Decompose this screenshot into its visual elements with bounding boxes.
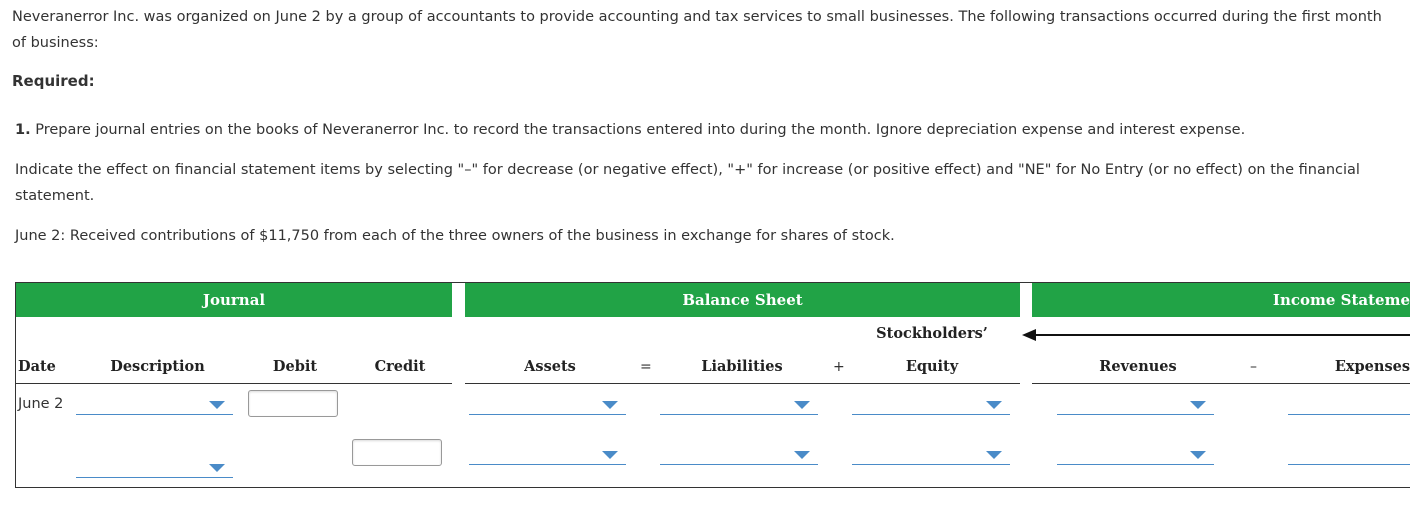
column-credit: Credit [374, 358, 426, 375]
chevron-down-icon [794, 451, 810, 459]
row-2-liabilities-select[interactable] [660, 446, 818, 465]
column-revenues: Revenues [1099, 358, 1177, 375]
row-2-description-select[interactable] [76, 459, 233, 478]
item-1-text: Prepare journal entries on the books of Neveranerror Inc. to record the transactions entered into during the month. Ignore depreciation expense and interest expense. [35, 122, 1246, 138]
chevron-down-icon [1190, 451, 1206, 459]
column-date: Date [18, 358, 56, 375]
row-1-revenues-select[interactable] [1057, 396, 1214, 415]
chevron-down-icon [209, 464, 225, 472]
column-description: Description [110, 358, 205, 375]
intro-text: Neveranerror Inc. was organized on June 2 by a group of accountants to provide accounting and tax services to small businesses. The following transactions occurred during the first month of business: [12, 9, 1382, 51]
equals-sign: = [640, 359, 652, 375]
instructions-text: Indicate the effect on financial statement items by selecting "–" for decrease (or negative effect), "+" for increase (or positive effect) and "NE" for No Entry (or no effect) on the financial statement. [15, 162, 1360, 204]
item-1-number: 1. [15, 122, 31, 138]
income-statement-underline [1032, 383, 1410, 384]
chevron-down-icon [794, 401, 810, 409]
column-assets: Assets [524, 358, 576, 375]
journal-underline [16, 383, 452, 384]
chevron-down-icon [602, 451, 618, 459]
row-1-liabilities-select[interactable] [660, 396, 818, 415]
income-statement-header-text: Income Stateme [1272, 291, 1410, 309]
column-liabilities: Liabilities [701, 358, 783, 375]
row-2-expenses-select[interactable] [1288, 446, 1410, 465]
chevron-down-icon [602, 401, 618, 409]
minus-sign: – [1250, 359, 1257, 375]
row-1-debit-input[interactable] [248, 390, 338, 417]
row-1-assets-select[interactable] [469, 396, 626, 415]
chevron-down-icon [209, 401, 225, 409]
chevron-down-icon [986, 401, 1002, 409]
row-2-equity-select[interactable] [852, 446, 1010, 465]
arrow-line [1032, 334, 1410, 336]
journal-header: Journal [16, 283, 452, 317]
balance-sheet-header: Balance Sheet [465, 283, 1020, 317]
column-debit: Debit [272, 358, 318, 375]
balance-sheet-underline [465, 383, 1020, 384]
row-2-credit-input[interactable] [352, 439, 442, 466]
income-statement-header [1032, 283, 1410, 317]
row-2-assets-select[interactable] [469, 446, 626, 465]
row-1-equity-select[interactable] [852, 396, 1010, 415]
stockholders-label: Stockholders’ [876, 325, 988, 342]
row-1-date: June 2 [18, 396, 64, 412]
column-expenses: Expenses [1334, 358, 1410, 375]
column-equity: Equity [905, 358, 959, 375]
transaction-text: June 2: Received contributions of $11,750 from each of the three owners of the business in exchange for shares of stock. [15, 228, 895, 244]
required-label: Required: [12, 72, 95, 90]
plus-sign: + [833, 359, 845, 375]
chevron-down-icon [1190, 401, 1206, 409]
row-2-revenues-select[interactable] [1057, 446, 1214, 465]
item-1 [15, 117, 1395, 143]
chevron-down-icon [986, 451, 1002, 459]
row-1-expenses-select[interactable] [1288, 396, 1410, 415]
row-1-description-select[interactable] [76, 396, 233, 415]
